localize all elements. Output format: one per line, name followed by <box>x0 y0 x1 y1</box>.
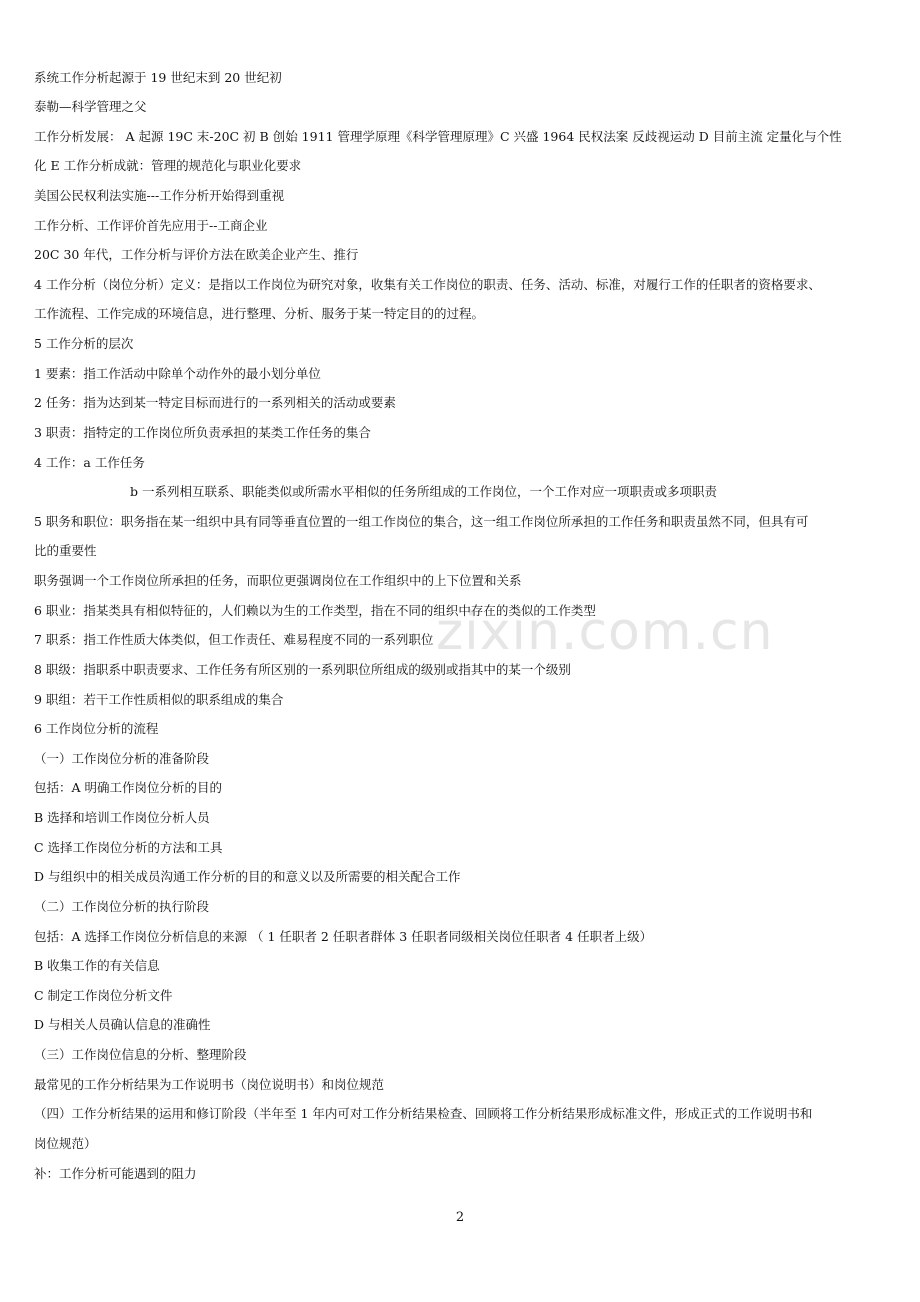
text-line: 泰勒—科学管理之父 <box>34 99 147 114</box>
text-line: 化 E 工作分析成就：管理的规范化与职业化要求 <box>34 158 302 173</box>
text-line: （一）工作岗位分析的准备阶段 <box>34 751 210 766</box>
text-line: D 与组织中的相关成员沟通工作分析的目的和意义以及所需要的相关配合工作 <box>34 869 461 884</box>
text-line: 5 工作分析的层次 <box>34 336 134 351</box>
text-line: 职务强调一个工作岗位所承担的任务，而职位更强调岗位在工作组织中的上下位置和关系 <box>34 573 522 588</box>
text-line: 1 要素：指工作活动中除单个动作外的最小划分单位 <box>34 366 321 381</box>
text-line: 20C 30 年代，工作分析与评价方法在欧美企业产生、推行 <box>34 247 359 262</box>
text-line: C 制定工作岗位分析文件 <box>34 988 173 1003</box>
watermark: zixin.com.cn <box>436 602 774 662</box>
text-line: 6 工作岗位分析的流程 <box>34 721 159 736</box>
text-line: （三）工作岗位信息的分析、整理阶段 <box>34 1047 247 1062</box>
text-line: 8 职级：指职系中职责要求、工作任务有所区别的一系列职位所组成的级别或指其中的某一个级别 <box>34 662 571 677</box>
text-line: 系统工作分析起源于 19 世纪末到 20 世纪初 <box>34 70 282 85</box>
text-line: 7 职系：指工作性质大体类似，但工作责任、难易程度不同的一系列职位 <box>34 632 434 647</box>
text-line: 比的重要性 <box>34 543 97 558</box>
page-number: 2 <box>455 1210 465 1225</box>
text-line: 5 职务和职位：职务指在某一组织中具有同等垂直位置的一组工作岗位的集合，这一组工作岗位所承担的工作任务和职责虽然不同，但具有可 <box>34 514 809 529</box>
text-line: 包括：A 选择工作岗位分析信息的来源 （ 1 任职者 2 任职者群体 3 任职者同级相关岗位任职者 4 任职者上级） <box>34 929 653 944</box>
text-line: （四）工作分析结果的运用和修订阶段（半年至 1 年内可对工作分析结果检查、回顾将工作分析结果形成标准文件，形成正式的工作说明书和 <box>34 1106 813 1121</box>
text-line: 4 工作：a 工作任务 <box>34 455 145 470</box>
text-line: b 一系列相互联系、职能类似或所需水平相似的任务所组成的工作岗位，一个工作对应一项职责或多项职责 <box>130 484 717 499</box>
text-line: 2 任务：指为达到某一特定目标而进行的一系列相关的活动或要素 <box>34 395 396 410</box>
text-line: 补：工作分析可能遇到的阻力 <box>34 1166 197 1181</box>
text-line: B 选择和培训工作岗位分析人员 <box>34 810 210 825</box>
text-line: C 选择工作岗位分析的方法和工具 <box>34 840 223 855</box>
text-line: 工作流程、工作完成的环境信息，进行整理、分析、服务于某一特定目的的过程。 <box>34 306 485 321</box>
text-line: 岗位规范） <box>34 1136 97 1151</box>
text-line: 美国公民权利法实施---工作分析开始得到重视 <box>34 188 285 203</box>
text-line: 工作分析、工作评价首先应用于--工商企业 <box>34 218 268 233</box>
text-line: 4 工作分析（岗位分析）定义：是指以工作岗位为研究对象，收集有关工作岗位的职责、任务、活动、标准，对履行工作的任职者的资格要求、 <box>34 277 821 292</box>
text-line: B 收集工作的有关信息 <box>34 958 160 973</box>
text-line: 9 职组：若干工作性质相似的职系组成的集合 <box>34 692 284 707</box>
text-line: 6 职业：指某类具有相似特征的，人们赖以为生的工作类型，指在不同的组织中存在的类似的工作类型 <box>34 603 596 618</box>
text-line: 包括：A 明确工作岗位分析的目的 <box>34 780 223 795</box>
text-line: D 与相关人员确认信息的准确性 <box>34 1017 211 1032</box>
text-line: 工作分析发展： A 起源 19C 末-20C 初 B 创始 1911 管理学原理《科学管理原理》C 兴盛 1964 民权法案 反歧视运动 D 目前主流 定量化与个性 <box>34 129 842 144</box>
text-line: 3 职责：指特定的工作岗位所负责承担的某类工作任务的集合 <box>34 425 371 440</box>
text-line: 最常见的工作分析结果为工作说明书（岗位说明书）和岗位规范 <box>34 1077 385 1092</box>
text-line: （二）工作岗位分析的执行阶段 <box>34 899 210 914</box>
